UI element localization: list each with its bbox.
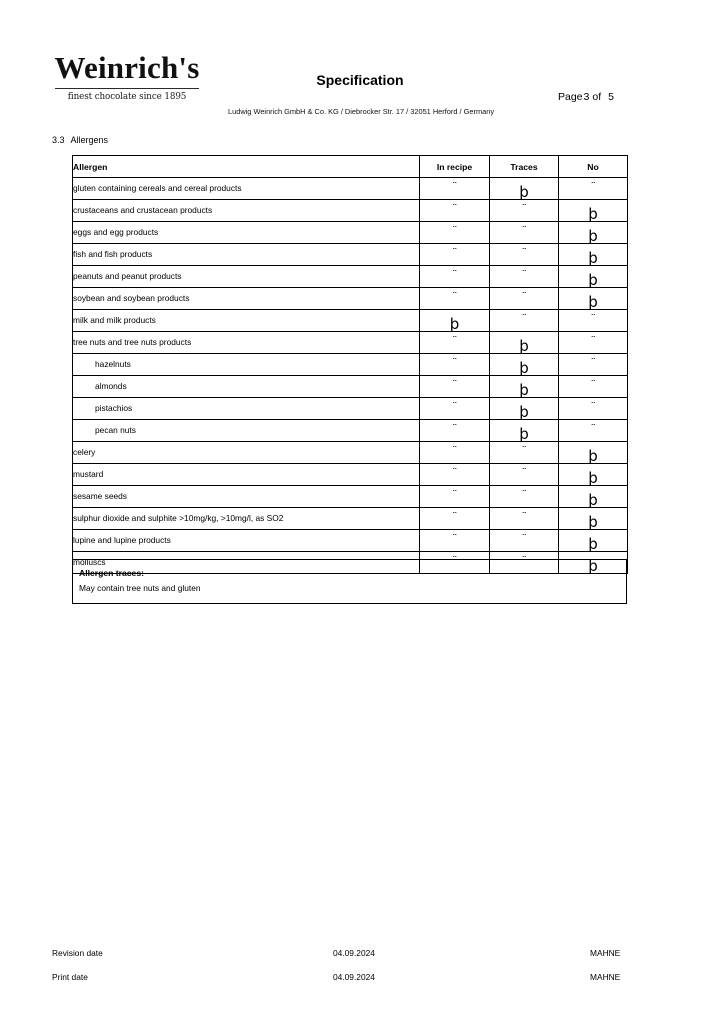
- checkbox-cell-traces[interactable]: [490, 530, 559, 552]
- footer-label: Revision date: [52, 948, 103, 958]
- checkbox-cell-in-recipe[interactable]: [420, 200, 490, 222]
- checkbox-cell-no[interactable]: [559, 310, 628, 332]
- checkbox-unchecked-icon: ¨: [452, 246, 457, 259]
- checkbox-unchecked-icon: ¨: [521, 290, 527, 303]
- checkbox-unchecked-icon: ¨: [452, 400, 457, 413]
- checkbox-checked-icon: þ: [519, 403, 529, 421]
- checkbox-unchecked-icon: ¨: [452, 334, 457, 347]
- checkbox-unchecked-icon: ¨: [521, 444, 527, 457]
- checkbox-cell-in-recipe[interactable]: [420, 420, 490, 442]
- allergen-name-cell: lupine and lupine products: [73, 530, 420, 552]
- table-row: [73, 266, 628, 288]
- checkbox-unchecked-icon: ¨: [521, 554, 527, 567]
- checkbox-cell-no[interactable]: [559, 464, 628, 486]
- checkbox-unchecked-icon: ¨: [452, 488, 457, 501]
- allergen-traces-box: [72, 559, 627, 604]
- checkbox-unchecked-icon: ¨: [452, 224, 457, 237]
- checkbox-cell-traces[interactable]: [490, 288, 559, 310]
- checkbox-cell-no[interactable]: [559, 200, 628, 222]
- checkbox-unchecked-icon: ¨: [452, 378, 457, 391]
- checkbox-cell-traces[interactable]: [490, 464, 559, 486]
- checkbox-checked-icon: þ: [588, 469, 598, 487]
- table-row: [73, 420, 628, 442]
- table-row: [73, 222, 628, 244]
- checkbox-cell-traces[interactable]: [490, 178, 559, 200]
- logo-tagline: finest chocolate since 1895: [67, 90, 187, 102]
- checkbox-unchecked-icon: ¨: [452, 444, 457, 457]
- checkbox-unchecked-icon: ¨: [452, 466, 457, 479]
- checkbox-checked-icon: þ: [588, 535, 598, 553]
- checkbox-cell-in-recipe[interactable]: [420, 354, 490, 376]
- checkbox-cell-in-recipe[interactable]: [420, 486, 490, 508]
- checkbox-cell-in-recipe[interactable]: [420, 310, 490, 332]
- allergen-traces-text: May contain tree nuts and gluten: [79, 583, 201, 593]
- checkbox-unchecked-icon: ¨: [452, 290, 457, 303]
- allergen-name-cell: soybean and soybean products: [73, 288, 420, 310]
- checkbox-unchecked-icon: ¨: [521, 466, 527, 479]
- checkbox-cell-traces[interactable]: [490, 266, 559, 288]
- checkbox-checked-icon: þ: [588, 557, 598, 575]
- section-heading: [52, 135, 108, 145]
- footer-user: MAHNE: [590, 948, 621, 958]
- allergen-name-cell: celery: [73, 442, 420, 464]
- checkbox-cell-traces[interactable]: [490, 354, 559, 376]
- checkbox-cell-traces[interactable]: [490, 310, 559, 332]
- section-number: 3.3: [52, 135, 65, 145]
- checkbox-unchecked-icon: ¨: [521, 312, 527, 325]
- allergen-name-cell: peanuts and peanut products: [73, 266, 420, 288]
- checkbox-unchecked-icon: ¨: [452, 202, 457, 215]
- checkbox-cell-in-recipe[interactable]: [420, 530, 490, 552]
- checkbox-cell-in-recipe[interactable]: [420, 442, 490, 464]
- checkbox-unchecked-icon: ¨: [452, 356, 457, 369]
- checkbox-unchecked-icon: ¨: [521, 224, 527, 237]
- page-footer: [0, 948, 720, 996]
- checkbox-cell-no[interactable]: [559, 332, 628, 354]
- checkbox-unchecked-icon: ¨: [452, 268, 457, 281]
- footer-label: Print date: [52, 972, 88, 982]
- checkbox-cell-traces[interactable]: [490, 398, 559, 420]
- checkbox-cell-in-recipe[interactable]: [420, 398, 490, 420]
- footer-date: 04.09.2024: [333, 972, 375, 982]
- checkbox-unchecked-icon: ¨: [590, 378, 596, 391]
- checkbox-cell-no[interactable]: [559, 530, 628, 552]
- checkbox-cell-no[interactable]: [559, 376, 628, 398]
- checkbox-cell-no[interactable]: [559, 486, 628, 508]
- checkbox-checked-icon: þ: [588, 491, 598, 509]
- checkbox-cell-in-recipe[interactable]: [420, 508, 490, 530]
- allergen-name-cell: hazelnuts: [73, 354, 420, 376]
- checkbox-unchecked-icon: ¨: [521, 488, 527, 501]
- checkbox-cell-traces[interactable]: [490, 486, 559, 508]
- allergen-table-container: [72, 155, 627, 574]
- checkbox-unchecked-icon: ¨: [452, 422, 457, 435]
- allergen-name-cell: sesame seeds: [73, 486, 420, 508]
- table-row: [73, 178, 628, 200]
- checkbox-cell-traces[interactable]: [490, 222, 559, 244]
- checkbox-cell-no[interactable]: [559, 398, 628, 420]
- checkbox-cell-traces[interactable]: [490, 376, 559, 398]
- allergen-name-cell: milk and milk products: [73, 310, 420, 332]
- page-header: [0, 0, 720, 130]
- allergen-name-cell: crustaceans and crustacean products: [73, 200, 420, 222]
- page-title: Specification: [316, 72, 404, 88]
- checkbox-cell-in-recipe[interactable]: [420, 288, 490, 310]
- checkbox-checked-icon: þ: [588, 293, 598, 311]
- column-header-allergen: Allergen: [73, 156, 420, 178]
- checkbox-checked-icon: þ: [588, 249, 598, 267]
- checkbox-checked-icon: þ: [588, 271, 598, 289]
- table-header-row: [73, 156, 628, 178]
- table-row: [73, 310, 628, 332]
- checkbox-cell-no[interactable]: [559, 354, 628, 376]
- checkbox-unchecked-icon: ¨: [521, 246, 527, 259]
- page-number-current: 3: [583, 91, 590, 103]
- section-title: Allergens: [70, 135, 109, 145]
- table-row: [73, 200, 628, 222]
- checkbox-checked-icon: þ: [519, 381, 529, 399]
- allergen-name-cell: pecan nuts: [73, 420, 420, 442]
- checkbox-cell-in-recipe[interactable]: [420, 222, 490, 244]
- checkbox-checked-icon: þ: [519, 337, 529, 355]
- checkbox-checked-icon: þ: [519, 359, 529, 377]
- checkbox-cell-no[interactable]: [559, 420, 628, 442]
- page-number: [558, 91, 614, 103]
- checkbox-cell-no[interactable]: [559, 288, 628, 310]
- company-logo: [52, 52, 202, 102]
- checkbox-unchecked-icon: ¨: [452, 532, 457, 545]
- checkbox-unchecked-icon: ¨: [452, 554, 457, 567]
- checkbox-unchecked-icon: ¨: [521, 510, 527, 523]
- company-address-line: Ludwig Weinrich GmbH & Co. KG / Diebrocker Str. 17 / 32051 Herford / Germany: [228, 107, 495, 116]
- table-row: [73, 398, 628, 420]
- allergen-table: [72, 155, 628, 574]
- checkbox-cell-in-recipe[interactable]: [420, 244, 490, 266]
- page-number-label: Page: [558, 91, 583, 103]
- checkbox-cell-in-recipe[interactable]: [420, 178, 490, 200]
- checkbox-cell-traces[interactable]: [490, 332, 559, 354]
- checkbox-unchecked-icon: ¨: [590, 400, 596, 413]
- checkbox-checked-icon: þ: [588, 205, 598, 223]
- allergen-name-cell: almonds: [73, 376, 420, 398]
- column-header-traces: Traces: [490, 156, 559, 178]
- table-row: [73, 508, 628, 530]
- checkbox-checked-icon: þ: [519, 183, 529, 201]
- page-number-total: 5: [608, 91, 614, 103]
- checkbox-checked-icon: þ: [588, 447, 598, 465]
- table-row: [73, 244, 628, 266]
- table-row: [73, 442, 628, 464]
- checkbox-unchecked-icon: ¨: [521, 268, 527, 281]
- page-number-of: of: [592, 91, 602, 103]
- checkbox-checked-icon: þ: [519, 425, 529, 443]
- checkbox-unchecked-icon: ¨: [521, 532, 527, 545]
- checkbox-cell-no[interactable]: [559, 266, 628, 288]
- allergen-name-cell: mustard: [73, 464, 420, 486]
- checkbox-cell-traces[interactable]: [490, 420, 559, 442]
- logo-divider: [55, 88, 199, 89]
- table-row: [73, 332, 628, 354]
- column-header-in-recipe: In recipe: [420, 156, 490, 178]
- checkbox-checked-icon: þ: [449, 315, 460, 333]
- logo-wordmark: Weinrich's: [54, 50, 200, 85]
- checkbox-unchecked-icon: ¨: [452, 510, 457, 523]
- checkbox-cell-in-recipe[interactable]: [420, 266, 490, 288]
- allergen-name-cell: fish and fish products: [73, 244, 420, 266]
- footer-row: [0, 948, 720, 972]
- checkbox-unchecked-icon: ¨: [521, 202, 527, 215]
- column-header-no: No: [559, 156, 628, 178]
- checkbox-cell-no[interactable]: [559, 244, 628, 266]
- checkbox-cell-in-recipe[interactable]: [420, 464, 490, 486]
- checkbox-cell-no[interactable]: [559, 222, 628, 244]
- checkbox-unchecked-icon: ¨: [590, 356, 596, 369]
- table-body: [73, 178, 628, 574]
- allergen-name-cell: tree nuts and tree nuts products: [73, 332, 420, 354]
- checkbox-cell-traces[interactable]: [490, 200, 559, 222]
- checkbox-cell-traces[interactable]: [490, 508, 559, 530]
- checkbox-unchecked-icon: ¨: [590, 422, 596, 435]
- allergen-name-cell: sulphur dioxide and sulphite >10mg/kg, >10mg/l, as SO2: [73, 508, 420, 530]
- checkbox-checked-icon: þ: [588, 227, 598, 245]
- checkbox-cell-traces[interactable]: [490, 442, 559, 464]
- allergen-traces-title: Allergen traces:: [79, 568, 144, 578]
- table-row: [73, 486, 628, 508]
- checkbox-unchecked-icon: ¨: [590, 312, 596, 325]
- table-row: [73, 288, 628, 310]
- allergen-name-cell: molluscs: [73, 552, 420, 574]
- checkbox-cell-no[interactable]: [559, 508, 628, 530]
- allergen-name-cell: pistachios: [73, 398, 420, 420]
- allergen-name-cell: gluten containing cereals and cereal products: [73, 178, 420, 200]
- table-header: [73, 156, 628, 178]
- checkbox-unchecked-icon: ¨: [590, 180, 596, 193]
- allergen-name-cell: eggs and egg products: [73, 222, 420, 244]
- checkbox-unchecked-icon: ¨: [452, 180, 457, 193]
- table-row: [73, 354, 628, 376]
- table-row: [73, 530, 628, 552]
- footer-row: [0, 972, 720, 996]
- checkbox-cell-in-recipe[interactable]: [420, 332, 490, 354]
- checkbox-cell-no[interactable]: [559, 442, 628, 464]
- footer-date: 04.09.2024: [333, 948, 375, 958]
- checkbox-unchecked-icon: ¨: [590, 334, 596, 347]
- checkbox-cell-in-recipe[interactable]: [420, 376, 490, 398]
- table-row: [73, 376, 628, 398]
- table-row: [73, 464, 628, 486]
- checkbox-cell-traces[interactable]: [490, 244, 559, 266]
- footer-user: MAHNE: [590, 972, 621, 982]
- checkbox-checked-icon: þ: [588, 513, 598, 531]
- checkbox-cell-no[interactable]: [559, 178, 628, 200]
